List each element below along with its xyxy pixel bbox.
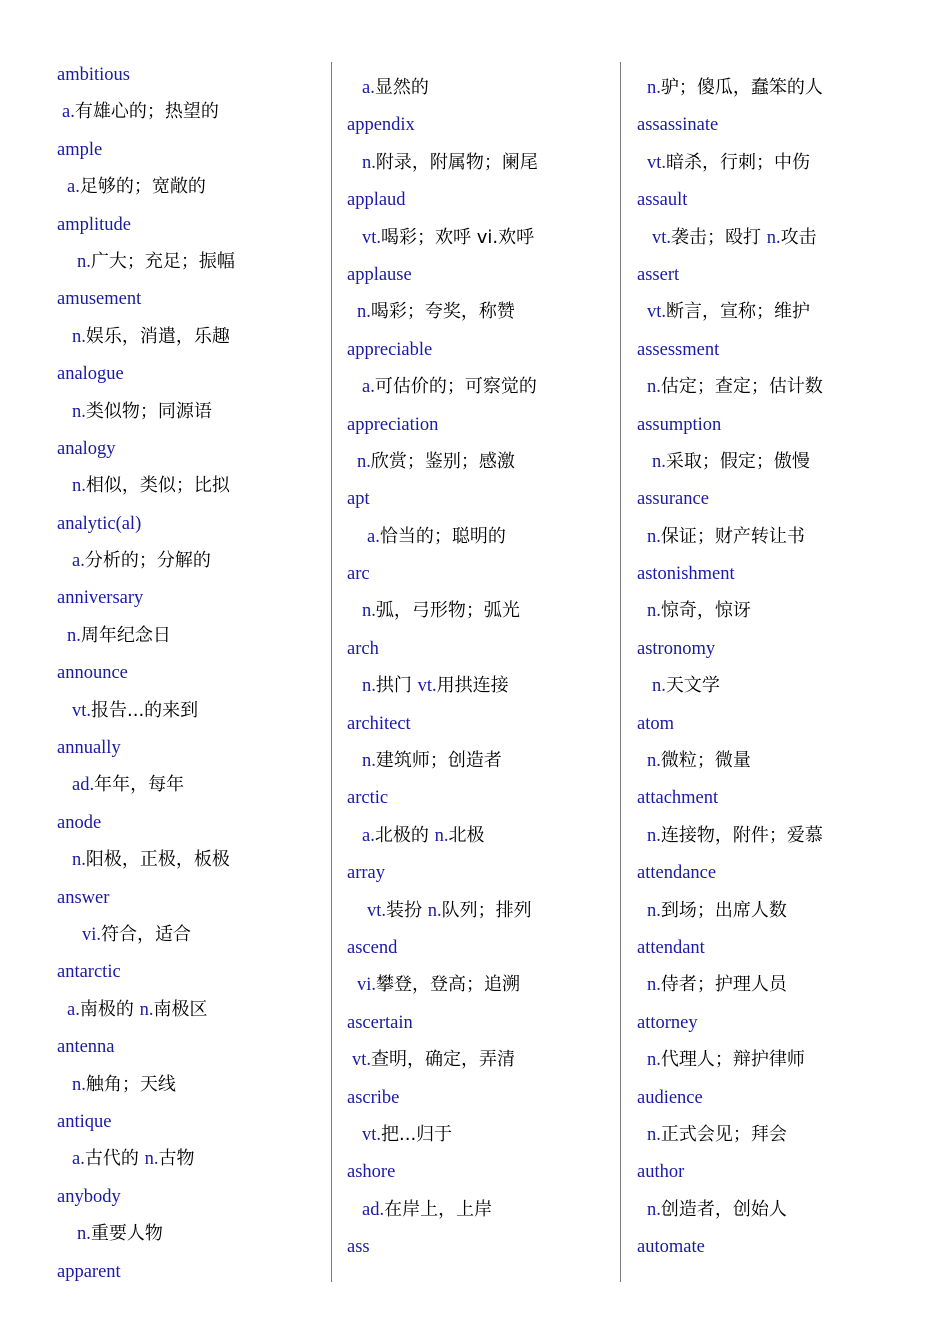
headword: arctic (347, 788, 389, 809)
definition-text: 队列；排列 (441, 899, 532, 921)
part-of-speech: vt. (362, 227, 382, 248)
vocab-definition (347, 219, 617, 256)
vocab-definition (637, 443, 907, 480)
vocab-definition (57, 841, 327, 878)
vocab-definition (347, 144, 617, 181)
part-of-speech: ad. (362, 1199, 385, 1220)
headword: anode (57, 812, 102, 833)
vocab-word (637, 256, 907, 293)
part-of-speech: vt. (72, 700, 92, 721)
part-of-speech: n. (647, 1124, 661, 1145)
definition-text: 保证；财产转让书 (660, 525, 805, 547)
vocab-word (347, 1004, 617, 1041)
part-of-speech: n. (647, 825, 661, 846)
definition-text: 北极的 (374, 824, 435, 846)
vocab-definition (347, 742, 617, 779)
definition-text: 古代的 (84, 1148, 145, 1170)
part-of-speech: n. (434, 825, 449, 846)
part-of-speech: vt. (647, 152, 667, 173)
headword: architect (347, 713, 411, 734)
vocab-word (637, 929, 907, 966)
headword: arc (347, 564, 370, 585)
part-of-speech: n. (647, 900, 661, 921)
vocab-word (637, 1079, 907, 1116)
vocab-word (347, 705, 617, 742)
headword: assessment (637, 339, 720, 360)
vocab-word (637, 854, 907, 891)
vocab-definition (57, 168, 327, 205)
vocab-definition (637, 219, 907, 256)
vocab-definition (637, 1191, 907, 1228)
vocab-definition (57, 1215, 327, 1252)
headword: assumption (637, 414, 722, 435)
part-of-speech: n. (72, 1074, 86, 1095)
part-of-speech: n. (652, 451, 666, 472)
vocab-definition (57, 766, 327, 803)
definition-text: 恰当的；聪明的 (379, 525, 506, 547)
part-of-speech: a. (67, 999, 80, 1020)
vocab-word (57, 505, 327, 542)
definition-text: 代理人；辩护律师 (660, 1049, 805, 1071)
headword: audience (637, 1087, 703, 1108)
vocabulary-column-2 (347, 69, 617, 1266)
vocab-definition (57, 991, 327, 1028)
part-of-speech: n. (427, 900, 442, 921)
headword: automate (637, 1237, 705, 1258)
definition-text: 南极的 (79, 998, 140, 1020)
headword: antenna (57, 1037, 115, 1058)
part-of-speech: vt. (367, 900, 387, 921)
vocab-definition (57, 617, 327, 654)
vocab-definition (637, 1041, 907, 1078)
headword-suffix: (al) (115, 513, 142, 534)
vocab-definition (637, 293, 907, 330)
headword: ample (57, 139, 103, 160)
definition-text: 用拱连接 (436, 675, 509, 697)
definition-text: 可估价的；可察觉的 (374, 376, 537, 398)
vocab-word (57, 206, 327, 243)
definition-text: 天文学 (665, 675, 720, 697)
vocab-definition (347, 368, 617, 405)
vocab-definition (57, 916, 327, 953)
definition-text: 攻击 (780, 226, 817, 248)
part-of-speech: a. (367, 526, 380, 547)
headword: attendant (637, 937, 705, 958)
definition-text: 驴；傻瓜，蠢笨的人 (660, 77, 823, 98)
definition-text: 查明，确定，弄清 (371, 1049, 516, 1071)
headword: array (347, 863, 385, 884)
definition-text: 欣赏；鉴别；感激 (370, 450, 515, 472)
part-of-speech: a. (362, 825, 375, 846)
definition-text: 符合，适合 (101, 923, 192, 945)
definition-text: 阳极，正极，板极 (85, 849, 230, 871)
vocab-definition (347, 817, 617, 854)
headword: arch (347, 638, 379, 659)
vocab-word (347, 929, 617, 966)
vocab-word (637, 181, 907, 218)
definition-text: 拱门 (375, 675, 418, 697)
vocab-word (57, 131, 327, 168)
definition-text: 微粒；微量 (660, 750, 751, 772)
headword: apt (347, 489, 370, 510)
part-of-speech: n. (647, 975, 661, 996)
vocab-definition (637, 892, 907, 929)
headword: amplitude (57, 214, 131, 235)
vocab-word (637, 106, 907, 143)
definition-text: 把...归于 (381, 1123, 453, 1145)
vocab-definition (57, 243, 327, 280)
column-divider (331, 62, 332, 1282)
vocab-word (637, 406, 907, 443)
headword: attendance (637, 863, 717, 884)
vocab-word (347, 1153, 617, 1190)
part-of-speech: n. (77, 251, 91, 272)
vocab-definition (637, 592, 907, 629)
vocab-definition (637, 742, 907, 779)
headword: ambitious (57, 65, 130, 85)
vocab-word (347, 1079, 617, 1116)
part-of-speech: n. (647, 377, 661, 398)
definition-text: 在岸上，上岸 (384, 1198, 493, 1220)
vocab-definition (637, 1116, 907, 1153)
part-of-speech: n. (647, 601, 661, 622)
definition-text: 惊奇，惊讶 (660, 600, 751, 622)
vocab-word (347, 555, 617, 592)
vocab-word (347, 106, 617, 143)
vocab-definition (57, 542, 327, 579)
part-of-speech: n. (72, 850, 86, 871)
vocab-definition (347, 1116, 617, 1153)
headword: ascribe (347, 1087, 400, 1108)
vocab-word (347, 256, 617, 293)
vocab-word (347, 779, 617, 816)
definition-text: 袭击；殴打 (671, 226, 767, 248)
part-of-speech: n. (647, 526, 661, 547)
headword: annually (57, 738, 121, 759)
headword: anniversary (57, 588, 144, 609)
definition-text: 连接物，附件；爱慕 (660, 824, 823, 846)
vocab-definition (57, 467, 327, 504)
headword: assert (637, 264, 680, 285)
part-of-speech: vt. (362, 1124, 382, 1145)
definition-text: 古物 (158, 1148, 195, 1170)
vocab-word (57, 355, 327, 392)
vocab-definition (637, 817, 907, 854)
headword: assurance (637, 489, 709, 510)
vocab-word (57, 953, 327, 990)
part-of-speech: vt. (652, 227, 672, 248)
part-of-speech: vi. (357, 975, 377, 996)
part-of-speech: n. (647, 1050, 661, 1071)
vocab-definition (347, 443, 617, 480)
vocab-definition (57, 318, 327, 355)
headword: astonishment (637, 564, 735, 585)
vocab-word (57, 1178, 327, 1215)
definition-text: 创造者，创始人 (660, 1198, 787, 1220)
part-of-speech: a. (62, 102, 75, 123)
vocab-word (347, 854, 617, 891)
part-of-speech: n. (362, 751, 376, 772)
headword: analogy (57, 438, 116, 459)
vocab-definition (347, 1191, 617, 1228)
definition-text: 正式会见；拜会 (660, 1123, 787, 1145)
vocab-definition (637, 368, 907, 405)
headword: analytic (57, 513, 116, 534)
part-of-speech: n. (647, 751, 661, 772)
vocab-definition (347, 667, 617, 704)
part-of-speech: n. (139, 999, 154, 1020)
definition-text: 弧，弓形物；弧光 (375, 600, 520, 622)
headword: apparent (57, 1261, 121, 1282)
headword: assault (637, 190, 688, 211)
vocab-word (57, 1103, 327, 1140)
definition-text: 足够的；宽敞的 (79, 176, 206, 198)
headword: ascertain (347, 1012, 413, 1033)
vocab-definition (347, 518, 617, 555)
vocab-word (57, 654, 327, 691)
vocab-word (57, 1028, 327, 1065)
vocab-definition (347, 592, 617, 629)
headword: ashore (347, 1162, 396, 1183)
vocabulary-column-1 (57, 56, 327, 1290)
definition-text: 重要人物 (90, 1223, 163, 1245)
part-of-speech: vi. (82, 924, 102, 945)
part-of-speech: n. (72, 326, 86, 347)
vocab-word (637, 1153, 907, 1190)
vocab-definition (57, 93, 327, 130)
headword: applause (347, 264, 412, 285)
vocab-word (347, 630, 617, 667)
headword: antique (57, 1111, 112, 1132)
headword: appendix (347, 115, 415, 136)
vocab-definition (637, 518, 907, 555)
headword: announce (57, 663, 128, 684)
definition-text: 显然的 (374, 77, 429, 98)
headword: analogue (57, 364, 124, 385)
vocab-word (347, 480, 617, 517)
vocab-definition (57, 393, 327, 430)
vocab-word (57, 56, 327, 93)
part-of-speech: n. (72, 476, 86, 497)
vocab-word (637, 1228, 907, 1265)
definition-text: 相似，类似；比拟 (85, 475, 230, 497)
vocab-word (57, 1253, 327, 1290)
headword: atom (637, 713, 674, 734)
definition-text: 类似物；同源语 (85, 400, 212, 422)
part-of-speech: n. (67, 625, 81, 646)
vocab-word (637, 1004, 907, 1041)
part-of-speech: n. (647, 78, 661, 98)
part-of-speech: a. (362, 78, 375, 98)
vocab-word (57, 729, 327, 766)
headword: answer (57, 887, 110, 908)
part-of-speech: a. (67, 177, 80, 198)
definition-text: 有雄心的；热望的 (74, 101, 219, 123)
part-of-speech: n. (647, 1199, 661, 1220)
vocab-word (637, 331, 907, 368)
part-of-speech: n. (362, 601, 376, 622)
part-of-speech: a. (72, 551, 85, 572)
vocab-definition (637, 69, 907, 106)
definition-text: 附录，附属物；阑尾 (375, 151, 538, 173)
headword: ascend (347, 937, 398, 958)
headword: ass (347, 1237, 370, 1258)
definition-text: 广大；充足；振幅 (90, 250, 235, 272)
vocab-word (347, 181, 617, 218)
part-of-speech: n. (362, 676, 376, 697)
part-of-speech: n. (766, 227, 781, 248)
vocab-definition (347, 293, 617, 330)
definition-text: 攀登，登高；追溯 (376, 974, 521, 996)
definition-text: 采取；假定；傲慢 (665, 450, 810, 472)
vocab-word (57, 804, 327, 841)
part-of-speech: ad. (72, 775, 95, 796)
part-of-speech: n. (77, 1224, 91, 1245)
headword: amusement (57, 289, 142, 310)
part-of-speech: n. (357, 302, 371, 323)
headword: attorney (637, 1012, 698, 1033)
definition-text: 侍者；护理人员 (660, 974, 787, 996)
vocab-word (57, 579, 327, 616)
definition-text: 到场；出席人数 (660, 899, 787, 921)
definition-text: 估定；查定；估计数 (660, 376, 823, 398)
definition-text: 周年纪念日 (80, 624, 171, 646)
definition-text: 南极区 (153, 998, 208, 1020)
part-of-speech: vt. (352, 1050, 372, 1071)
definition-text: 分析的；分解的 (84, 550, 211, 572)
vocab-word (637, 630, 907, 667)
headword: attachment (637, 788, 719, 809)
part-of-speech: vt. (417, 676, 437, 697)
definition-text: 喝彩；夸奖，称赞 (370, 301, 515, 323)
part-of-speech: n. (357, 451, 371, 472)
vocab-word (347, 1228, 617, 1265)
column-divider (620, 62, 621, 1282)
definition-text: 娱乐，消遣，乐趣 (85, 325, 230, 347)
part-of-speech: n. (362, 152, 376, 173)
vocab-word (637, 480, 907, 517)
vocab-word (637, 705, 907, 742)
definition-text: 触角；天线 (85, 1073, 176, 1095)
vocab-definition (637, 966, 907, 1003)
vocab-definition (57, 1066, 327, 1103)
headword: appreciable (347, 339, 433, 360)
definition-text: 喝彩；欢呼 vi.欢呼 (381, 226, 535, 248)
vocab-word (57, 879, 327, 916)
part-of-speech: n. (652, 676, 666, 697)
vocab-definition (57, 692, 327, 729)
vocab-definition (347, 966, 617, 1003)
vocab-word (347, 331, 617, 368)
vocab-word (57, 430, 327, 467)
vocab-definition (347, 69, 617, 106)
headword: appreciation (347, 414, 439, 435)
part-of-speech: n. (72, 401, 86, 422)
vocab-word (637, 779, 907, 816)
headword: astronomy (637, 638, 716, 659)
headword: antarctic (57, 962, 121, 983)
definition-text: 年年，每年 (94, 774, 185, 796)
definition-text: 断言，宣称；维护 (666, 301, 811, 323)
part-of-speech: a. (72, 1149, 85, 1170)
part-of-speech: a. (362, 377, 375, 398)
vocab-definition (347, 892, 617, 929)
vocab-word (57, 280, 327, 317)
headword: author (637, 1162, 685, 1183)
headword: applaud (347, 190, 406, 211)
part-of-speech: n. (144, 1149, 159, 1170)
vocab-definition (347, 1041, 617, 1078)
vocabulary-column-3 (637, 69, 907, 1266)
headword: anybody (57, 1186, 121, 1207)
vocab-definition (57, 1140, 327, 1177)
definition-text: 北极 (448, 824, 485, 846)
vocab-definition (637, 667, 907, 704)
vocab-definition (637, 144, 907, 181)
headword: assassinate (637, 115, 719, 136)
definition-text: 建筑师；创造者 (375, 750, 502, 772)
part-of-speech: vt. (647, 302, 667, 323)
definition-text: 装扮 (386, 899, 428, 921)
vocab-word (637, 555, 907, 592)
definition-text: 暗杀，行刺；中伤 (666, 151, 811, 173)
definition-text: 报告...的来到 (91, 699, 199, 721)
vocab-word (347, 406, 617, 443)
